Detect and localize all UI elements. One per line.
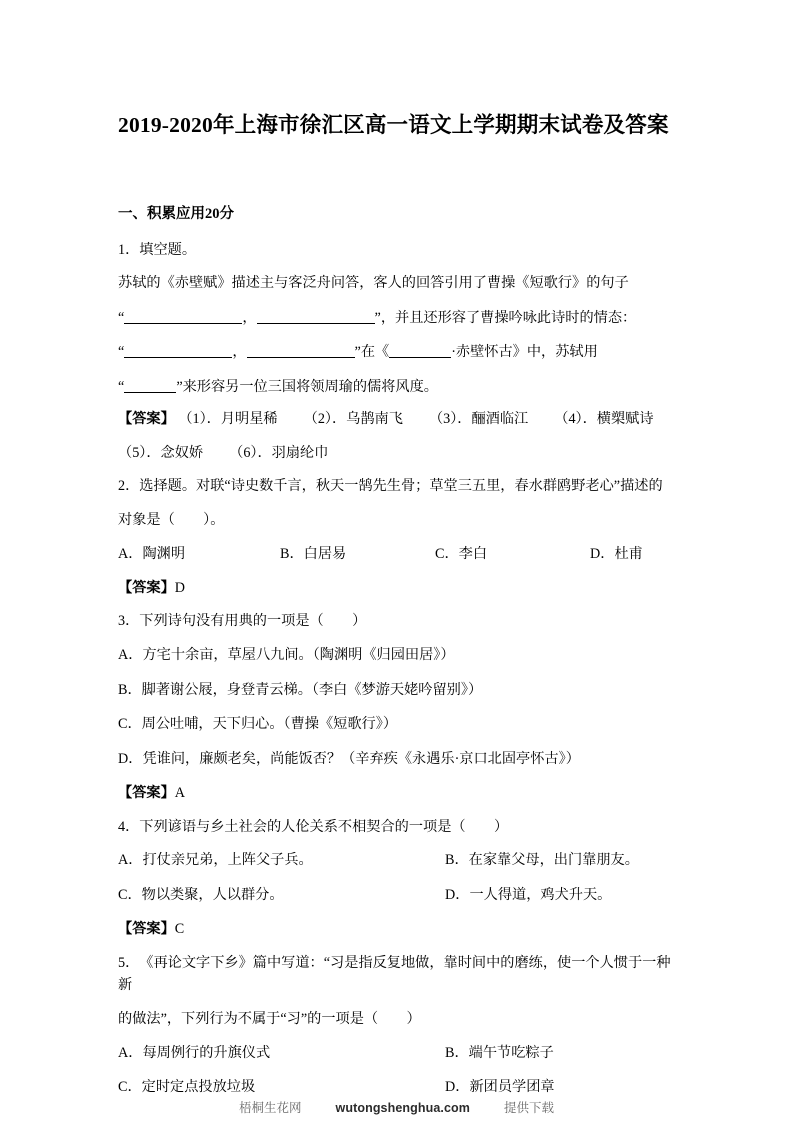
- question-2-stem: [118, 475, 678, 498]
- question-1-stem-text: 填空题。: [139, 241, 197, 258]
- answer-item: （2）．乌鹊南飞: [303, 410, 403, 427]
- question-5-stem: [118, 952, 678, 997]
- footer-download-note: 提供下载: [503, 1101, 554, 1115]
- section-heading: 一、积累应用20分: [118, 206, 234, 222]
- option-a[interactable]: [118, 543, 280, 566]
- option-a-text: 方宅十余亩，草屋八九间。（陶渊明《归园田居》）: [142, 647, 455, 663]
- question-2-stem-line-1: 选择题。对联“诗史数千言，秋天一鹄先生骨；草堂三五里，春水群鸥野老心”描述的: [139, 478, 663, 495]
- quote-close-3: ”来形容另一位三国将领周瑜的儒将风度。: [176, 378, 438, 395]
- answer-label-4: 【答案】: [118, 920, 175, 937]
- option-a[interactable]: [118, 1042, 445, 1065]
- option-b[interactable]: [445, 849, 678, 872]
- quote-close-2: ”在《: [354, 344, 390, 361]
- answer-value-4: C: [174, 920, 185, 937]
- option-c-label: C．: [118, 716, 142, 732]
- question-4-answer: [118, 918, 678, 941]
- question-4-number: 4．: [118, 818, 140, 835]
- quote-open-2: “: [118, 344, 125, 361]
- question-1-number: 1．: [118, 241, 140, 258]
- answer-item: （4）．横槊赋诗: [554, 410, 654, 427]
- question-1-blank-line-2: [118, 341, 678, 363]
- option-c-text: 李白: [458, 545, 488, 562]
- question-2-answer: [118, 577, 678, 600]
- title-tail-2: ·赤壁怀古》中，苏轼用: [451, 344, 598, 361]
- question-1-passage: 苏轼的《赤壁赋》描述主与客泛舟问答，客人的回答引用了曹操《短歌行》的句子: [118, 275, 629, 292]
- document-body: [118, 204, 678, 1110]
- option-d-label: D．: [445, 1079, 470, 1096]
- question-5-number: 5．: [118, 954, 140, 971]
- option-b-text: 白居易: [303, 545, 347, 562]
- option-b-label: B．: [118, 681, 142, 698]
- question-1-blank-line-1: [118, 307, 678, 329]
- option-b[interactable]: [445, 1042, 678, 1065]
- question-4-stem: [118, 816, 678, 839]
- answer-value-3: A: [174, 785, 186, 801]
- option-c-label: C．: [118, 1079, 142, 1096]
- option-b-text: 脚著谢公屐，身登青云梯。（李白《梦游天姥吟留别》）: [141, 681, 483, 698]
- blank-field-3[interactable]: [124, 344, 232, 358]
- option-b[interactable]: [280, 543, 435, 566]
- option-d-label: D．: [590, 545, 615, 562]
- footer-watermark: [0, 1098, 793, 1116]
- footer-site-url: wutongshenghua.com: [335, 1101, 470, 1115]
- answer-label-3: 【答案】: [118, 785, 175, 801]
- question-1-stem: [118, 239, 678, 262]
- option-a[interactable]: [118, 849, 445, 872]
- question-3-option-c[interactable]: [118, 713, 678, 735]
- question-3-answer: [118, 782, 678, 805]
- option-c[interactable]: [118, 884, 445, 907]
- question-5-options: [118, 1042, 678, 1099]
- comma-2: ，: [232, 344, 247, 361]
- answer-item: （5）．念奴娇: [118, 444, 204, 461]
- option-c[interactable]: [435, 543, 590, 566]
- question-3-option-b[interactable]: [118, 679, 678, 701]
- answer-items-1: [175, 411, 654, 427]
- answer-item: （6）．羽扇纶巾: [229, 444, 329, 461]
- option-d-label: D．: [118, 750, 143, 767]
- question-2-options: [118, 543, 678, 566]
- option-d-text: 凭谁问，廉颇老矣，尚能饭否？（辛弃疾《永遇乐·京口北固亭怀古》）: [142, 750, 580, 767]
- option-d-label: D．: [445, 887, 470, 904]
- question-1-answer: [118, 408, 678, 431]
- question-5-stem-line-1: 《再论文字下乡》篇中写道：“习是指反复地做，靠时间中的磨练，使一个人惯于一种新: [118, 954, 671, 994]
- option-d[interactable]: [445, 1076, 678, 1099]
- option-b-label: B．: [445, 852, 469, 869]
- option-d-text: 杜甫: [614, 545, 643, 562]
- option-d[interactable]: [445, 884, 678, 907]
- option-c-text: 定时定点投放垃圾: [141, 1079, 256, 1096]
- question-2-stem-line-2: 对象是（ ）。: [118, 512, 225, 529]
- option-d-text: 一人得道，鸡犬升天。: [469, 887, 612, 904]
- blank-field-5[interactable]: [389, 344, 451, 358]
- question-5-stem-line-2: 的做法”，下列行为不属于“习”的一项是（ ）: [118, 1011, 421, 1028]
- option-c-text: 物以类聚，人以群分。: [141, 887, 284, 904]
- question-4-options: [118, 849, 678, 906]
- question-4-stem-text: 下列谚语与乡土社会的人伦关系不相契合的一项是（ ）: [139, 818, 509, 835]
- quote-open-3: “: [118, 378, 125, 395]
- blank-field-2[interactable]: [257, 309, 375, 323]
- option-d[interactable]: [590, 543, 678, 566]
- option-c-text: 周公吐哺，天下归心。（曹操《短歌行》）: [141, 716, 398, 732]
- blank-field-1[interactable]: [124, 309, 242, 323]
- option-c-label: C．: [435, 545, 459, 562]
- page-title: 2019-2020年上海市徐汇区高一语文上学期期末试卷及答案: [118, 113, 669, 138]
- question-3-stem: [118, 610, 678, 633]
- question-3-option-d[interactable]: [118, 748, 678, 770]
- option-a-label: A．: [118, 545, 143, 562]
- option-a-text: 打仗亲兄弟，上阵父子兵。: [142, 852, 313, 869]
- question-1-blank-line-3: [118, 376, 678, 398]
- question-3-option-a[interactable]: [118, 644, 678, 666]
- option-b-label: B．: [445, 1044, 469, 1061]
- option-d-text: 新团员学团章: [469, 1079, 555, 1096]
- question-2-number: 2．: [118, 478, 140, 495]
- option-a-label: A．: [118, 852, 143, 869]
- quote-open-1: “: [118, 309, 125, 326]
- answer-label-1: 【答案】: [118, 410, 175, 427]
- answer-label-2: 【答案】: [118, 579, 175, 596]
- option-a-label: A．: [118, 647, 143, 663]
- answer-item: （1）．月明星稀: [178, 410, 278, 427]
- option-b-label: B．: [280, 545, 304, 562]
- option-b-text: 在家靠父母，出门靠朋友。: [468, 852, 639, 869]
- answer-item: （3）．酾酒临江: [428, 410, 529, 427]
- blank-field-6[interactable]: [124, 378, 176, 392]
- option-a-text: 陶渊明: [142, 545, 186, 562]
- footer-site-name-cn: 梧桐生花网: [239, 1101, 302, 1115]
- option-a-label: A．: [118, 1044, 143, 1061]
- option-c[interactable]: [118, 1076, 445, 1099]
- option-c-label: C．: [118, 887, 142, 904]
- option-a-text: 每周例行的升旗仪式: [142, 1044, 271, 1061]
- option-b-text: 端午节吃粽子: [468, 1044, 554, 1061]
- question-1-answer-row2: [118, 442, 678, 465]
- answer-value-2: D: [174, 579, 186, 596]
- comma-1: ，: [242, 309, 257, 326]
- question-3-stem-text: 下列诗句没有用典的一项是（ ）: [139, 613, 367, 630]
- blank-field-4[interactable]: [247, 344, 355, 358]
- question-3-number: 3．: [118, 613, 140, 630]
- quote-close-1: ”，并且还形容了曹操吟咏此诗时的情态：: [374, 309, 637, 326]
